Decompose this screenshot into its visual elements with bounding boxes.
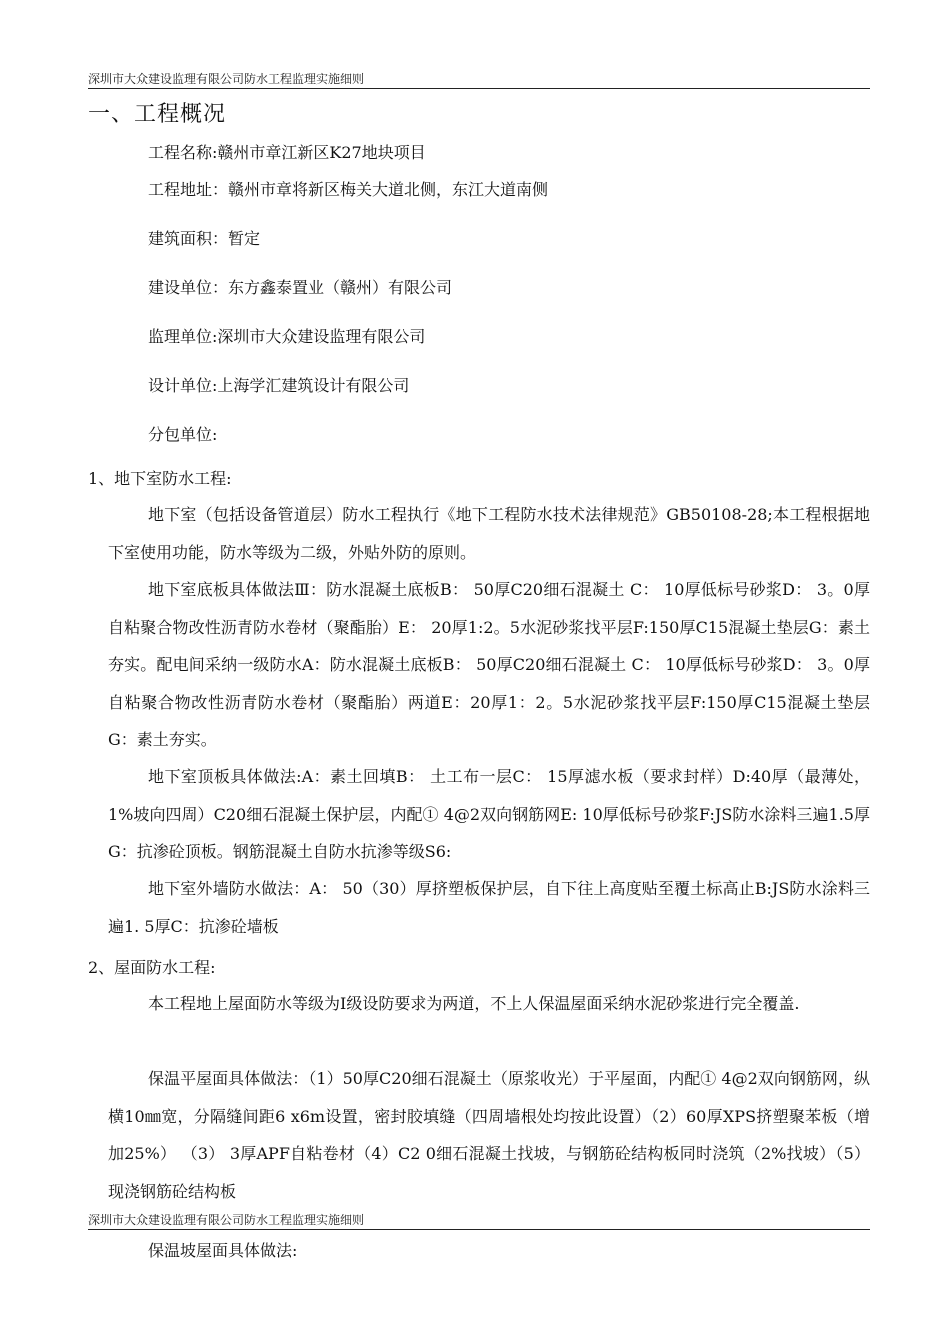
basement-wall-method: 地下室外墙防水做法：A： 50（30）厚挤塑板保护层，自下往上高度贴至覆土标高止B:JS防水涂料三遍1. 5厚C：抗渗砼墙板 [108,879,870,936]
design-unit: 设计单位:上海学汇建筑设计有限公司 [148,376,410,395]
flat-roof-method: 保温平屋面具体做法：（1）50厚C20细石混凝土（原浆收光）于平屋面，内配① 4@2双向钢筋网，纵横10㎜宽，分隔缝间距6 x6m设置，密封胶填缝（四周墙根处均按此设置）（2）60厚XPS挤塑聚苯板（增加25%） （3） 3厚APF自粘卷材（4）C2 0细石混凝土找坡，与钢筋砼结构板同时浇筑（2%找坡）（5）现浇钢筋砼结构板 [108,1069,870,1201]
subcontract-unit: 分包单位: [148,425,218,444]
building-area: 建筑面积：暂定 [148,229,261,248]
basement-roof-method: 地下室顶板具体做法:A：素土回填B： 土工布一层C： 15厚滤水板（要求封样）D:40厚（最薄处，1%坡向四周）C20细石混凝土保护层，内配① 4@2双向钢筋网E: 10厚低标号砂浆F:JS防水涂料三遍1.5厚G：抗渗砼顶板。钢筋混凝土自防水抗渗等级S6: [108,767,870,861]
section-title: 一、工程概况 [88,102,227,127]
basement-intro: 地下室（包括设备管道层）防水工程执行《地下工程防水技术法律规范》GB50108-28;本工程根据地下室使用功能，防水等级为二级，外贴外防的原则。 [108,505,870,562]
slope-roof-method: 保温坡屋面具体做法: [148,1241,298,1260]
construction-unit: 建设单位：东方鑫泰置业（赣州）有限公司 [148,278,453,297]
project-name: 工程名称:赣州市章江新区K27地块项目 [148,143,426,162]
basement-floor-method: 地下室底板具体做法Ⅲ：防水混凝土底板B： 50厚C20细石混凝土 C： 10厚低标号砂浆D： 3。0厚自粘聚合物改性沥青防水卷材（聚酯胎）E： 20厚1:2。5水泥砂浆找平层F:150厚C15混凝土垫层G：素土夯实。配电间采纳一级防水A：防水混凝土底板B： 50厚C20细石混凝土 C： 10厚低标号砂浆D： 3。0厚自粘聚合物改性沥青防水卷材（聚酯胎）两道E：20厚1：2。5水泥砂浆找平层F:150厚C15混凝土垫层G：素土夯实。 [108,580,870,749]
page-header: 深圳市大众建设监理有限公司防水工程监理实施细则 [88,72,870,89]
page-header-2: 深圳市大众建设监理有限公司防水工程监理实施细则 [88,1213,870,1230]
supervision-unit: 监理单位:深圳市大众建设监理有限公司 [148,327,426,346]
roof-intro: 本工程地上屋面防水等级为Ⅰ级设防要求为两道，不上人保温屋面采纳水泥砂浆进行完全覆盖. [148,994,800,1013]
project-address: 工程地址：赣州市章将新区梅关大道北侧，东江大道南侧 [148,180,549,199]
basement-heading: 1、地下室防水工程: [88,469,232,488]
roof-heading: 2、屋面防水工程: [88,958,216,977]
